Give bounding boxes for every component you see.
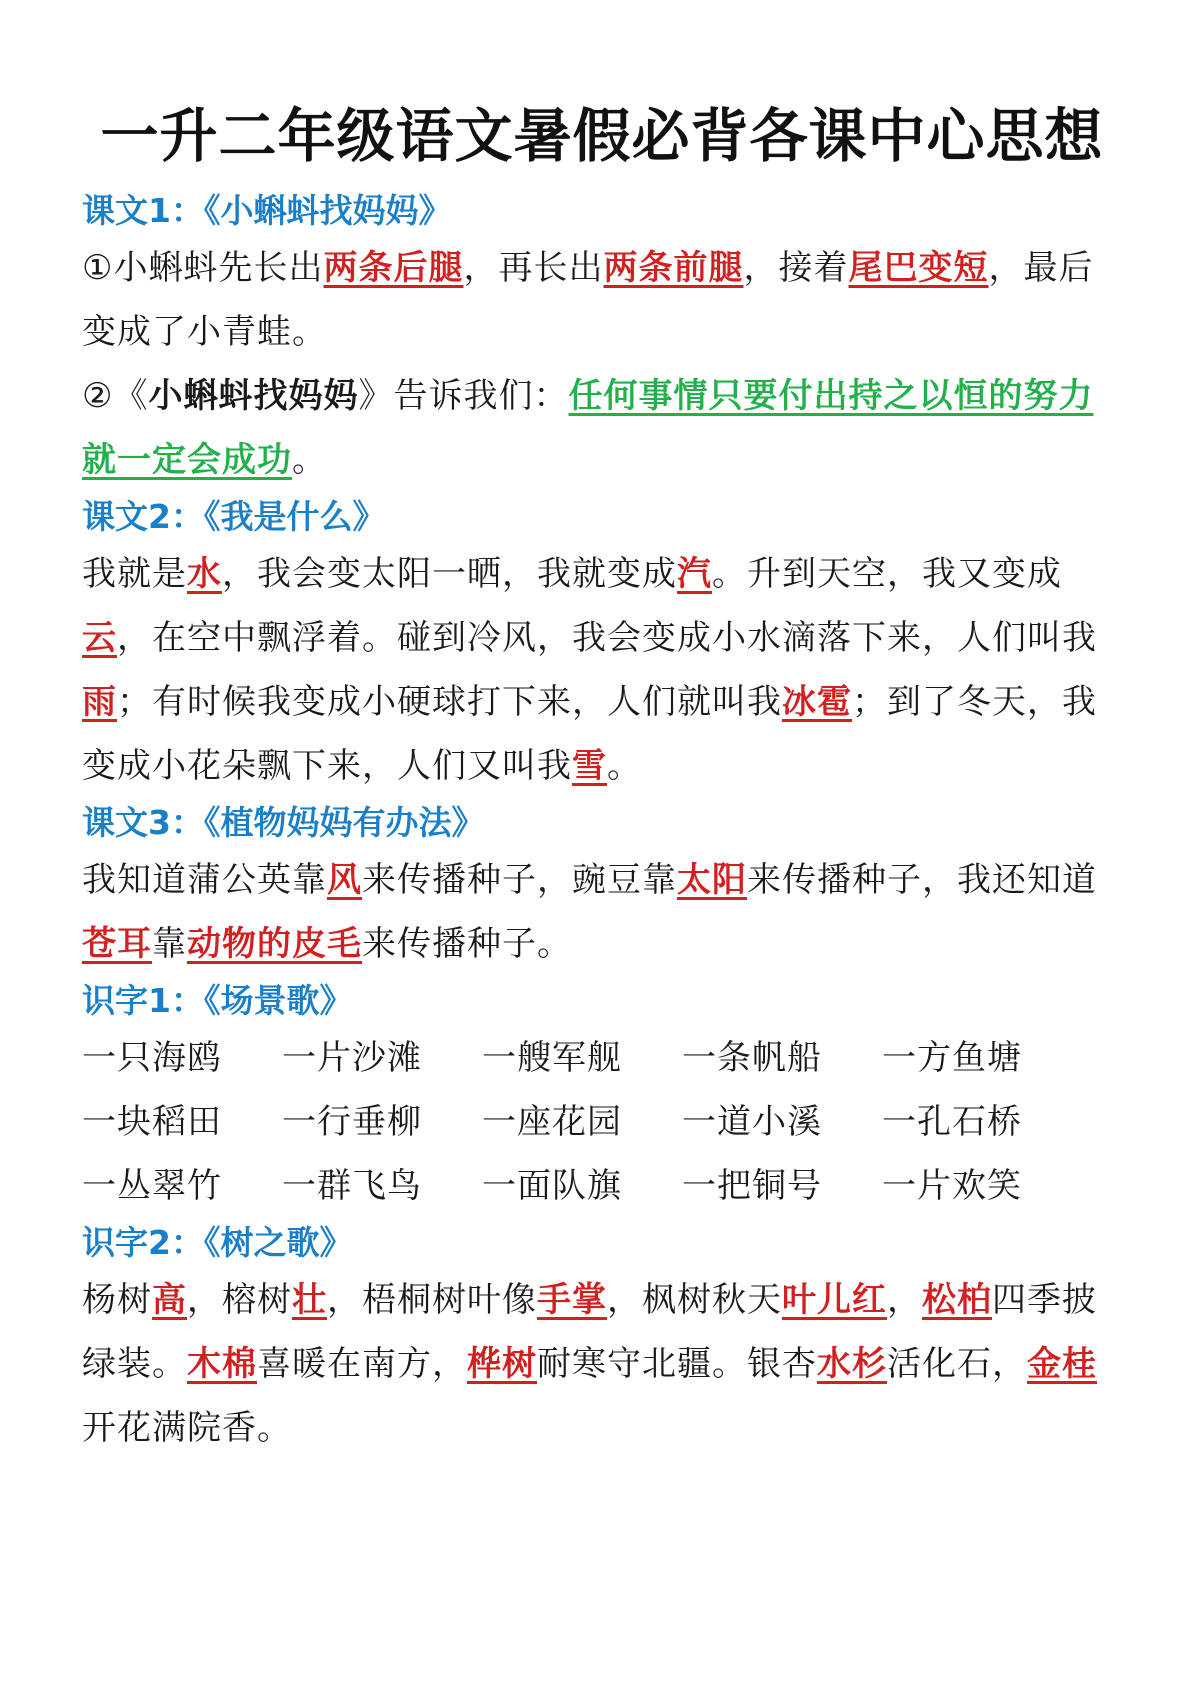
text-segment: 。升到天空，我又变成 <box>712 554 1062 594</box>
lesson-3-paragraph <box>82 848 1122 976</box>
phrase-item: 一艘军舰 <box>482 1038 622 1078</box>
text-segment: 靠 <box>152 924 187 964</box>
page-title: 一升二年级语文暑假必背各课中心思想 <box>100 102 1104 170</box>
key-phrase: 两条后腿 <box>323 248 464 288</box>
phrase-item: 一方鱼塘 <box>882 1038 1022 1078</box>
phrase-item: 一块稻田 <box>82 1102 222 1142</box>
key-word: 雪 <box>572 746 607 786</box>
phrase-grid <box>82 1026 1122 1218</box>
document-page <box>82 0 1122 1460</box>
lesson-2-paragraph <box>82 542 1122 798</box>
text-segment: ，枫树秋天 <box>607 1280 782 1320</box>
text-segment: 。 <box>607 746 642 786</box>
key-phrase: 尾巴变短 <box>848 248 989 288</box>
key-word: 松柏 <box>922 1280 992 1320</box>
key-word: 手掌 <box>537 1280 607 1320</box>
text-segment: 四季披绿装。 <box>82 1280 1097 1384</box>
text-segment: 开花满院香。 <box>82 1408 292 1448</box>
key-word: 汽 <box>677 554 712 594</box>
phrase-item: 一道小溪 <box>682 1102 822 1142</box>
text-segment: 来传播种子，我还知道 <box>747 860 1097 900</box>
phrase-item: 一座花园 <box>482 1102 622 1142</box>
section-heading-lesson-3: 课文3：《植物妈妈有办法》 <box>82 803 485 842</box>
text-segment: 活化石， <box>887 1344 1027 1384</box>
lesson-title-inline: 小蝌蚪找妈妈 <box>148 376 359 416</box>
text-segment: 杨树 <box>82 1280 152 1320</box>
key-word: 冰雹 <box>782 682 852 722</box>
text-segment: 》告诉我们： <box>358 376 569 416</box>
text-segment: ，梧桐树叶像 <box>327 1280 537 1320</box>
section-heading-literacy-2: 识字2：《树之歌》 <box>82 1223 353 1262</box>
text-segment: ，再长出 <box>463 248 604 288</box>
phrase-item: 一丛翠竹 <box>82 1166 222 1206</box>
section-heading-literacy-1: 识字1：《场景歌》 <box>82 981 353 1020</box>
phrase-item: 一只海鸥 <box>82 1038 222 1078</box>
key-word: 金桂 <box>1027 1344 1097 1384</box>
text-segment: 来传播种子。 <box>362 924 572 964</box>
text-segment: ，我会变太阳一晒，我就变成 <box>222 554 677 594</box>
text-segment: ，榕树 <box>187 1280 292 1320</box>
literacy-2-paragraph <box>82 1268 1122 1460</box>
text-segment: 我就是 <box>82 554 187 594</box>
key-word: 壮 <box>292 1280 327 1320</box>
key-phrase: 两条前腿 <box>603 248 744 288</box>
key-word: 云 <box>82 618 117 658</box>
text-segment: ；有时候我变成小硬球打下来，人们就叫我 <box>117 682 782 722</box>
key-word: 高 <box>152 1280 187 1320</box>
text-segment: ①小蝌蚪先长出 <box>82 248 324 288</box>
text-segment: 来传播种子，豌豆靠 <box>362 860 677 900</box>
text-segment: 喜暖在南方， <box>257 1344 467 1384</box>
phrase-item: 一条帆船 <box>682 1038 822 1078</box>
phrase-item: 一群飞鸟 <box>282 1166 422 1206</box>
phrase-item: 一面队旗 <box>482 1166 622 1206</box>
key-word: 叶儿红 <box>782 1280 887 1320</box>
text-segment: ，在空中飘浮着。碰到冷风，我会变成小水滴落下来，人们叫我 <box>117 618 1097 658</box>
key-word: 太阳 <box>677 860 747 900</box>
key-word: 桦树 <box>467 1344 537 1384</box>
key-word: 风 <box>327 860 362 900</box>
phrase-item: 一把铜号 <box>682 1166 822 1206</box>
section-heading-lesson-2: 课文2：《我是什么》 <box>82 497 386 536</box>
lesson-1-paragraph-2 <box>82 364 1122 492</box>
text-segment: ；到了冬天，我变成小花朵飘下来，人们又叫我 <box>82 682 1097 786</box>
key-word: 木棉 <box>187 1344 257 1384</box>
text-segment: 我知道蒲公英靠 <box>82 860 327 900</box>
key-word: 苍耳 <box>82 924 152 964</box>
key-moral: 任何事情只要付出持之以恒的努力就一定会成功 <box>82 376 1094 480</box>
phrase-item: 一片沙滩 <box>282 1038 422 1078</box>
text-segment: ，最后变成了小青蛙。 <box>82 248 1094 352</box>
section-heading-lesson-1: 课文1：《小蝌蚪找妈妈》 <box>82 191 452 230</box>
key-word: 动物的皮毛 <box>187 924 362 964</box>
key-word: 雨 <box>82 682 117 722</box>
text-segment: ， <box>887 1280 922 1320</box>
text-segment: ，接着 <box>743 248 849 288</box>
lesson-1-paragraph-1 <box>82 236 1122 364</box>
key-word: 水 <box>187 554 222 594</box>
phrase-item: 一行垂柳 <box>282 1102 422 1142</box>
text-segment: 耐寒守北疆。银杏 <box>537 1344 817 1384</box>
text-segment: ②《 <box>82 376 149 416</box>
phrase-item: 一片欢笑 <box>882 1166 1022 1206</box>
text-segment: 。 <box>292 440 327 480</box>
key-word: 水杉 <box>817 1344 887 1384</box>
phrase-item: 一孔石桥 <box>882 1102 1022 1142</box>
